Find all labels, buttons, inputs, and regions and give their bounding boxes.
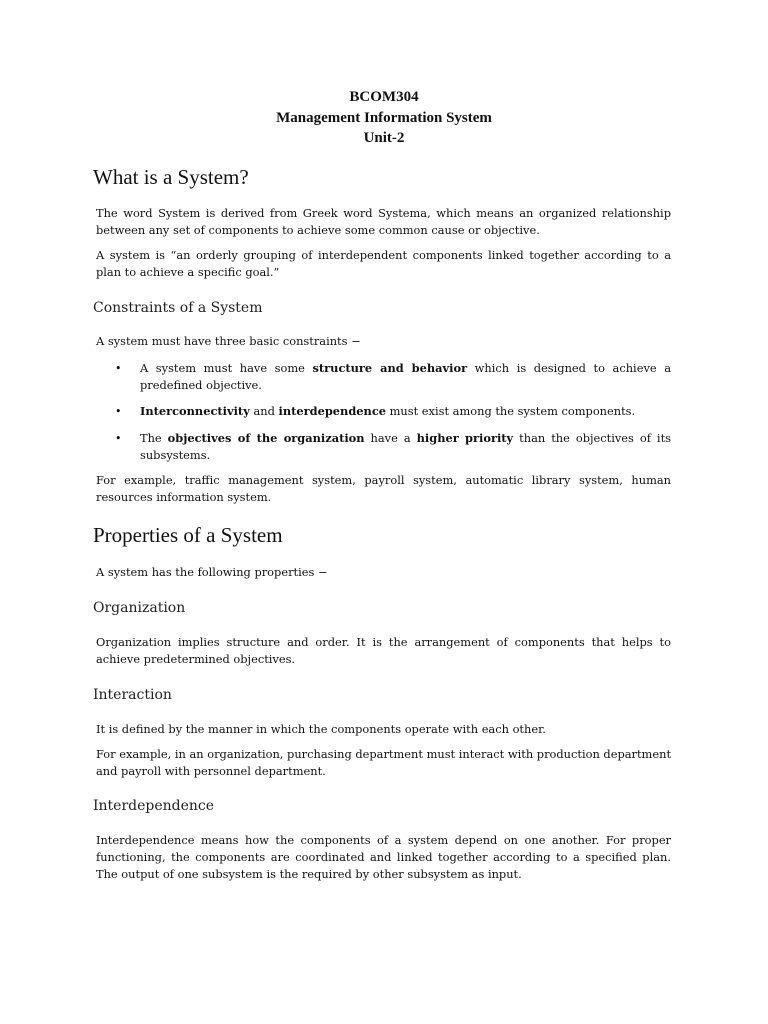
constraint-item-text: which is designed to achieve a predefined objective.	[140, 361, 671, 392]
heading-interdependence: Interdependence	[93, 798, 215, 814]
constraint-item-bold: structure and behavior	[312, 361, 468, 375]
paragraph-system-quote: A system is “an orderly grouping of interdependent components linked together according to a plan to achieve a specific goal.”	[96, 248, 671, 279]
heading-interaction: Interaction	[93, 687, 172, 703]
constraint-item-bold: higher priority	[416, 431, 514, 445]
constraint-item-bold: Interconnectivity	[140, 404, 250, 418]
constraint-item-text: The	[140, 431, 168, 445]
unit-title: Unit-2	[363, 130, 405, 146]
paragraph-properties-intro: A system has the following properties −	[96, 565, 328, 579]
paragraph-interaction-example: For example, in an organization, purchasing department must interact with production department and payroll with personnel department.	[96, 747, 672, 778]
heading-what-is-system: What is a System?	[93, 165, 249, 189]
constraint-item-text: and	[249, 404, 279, 418]
paragraph-interaction-definition: It is defined by the manner in which the components operate with each other.	[96, 722, 546, 736]
constraint-item-bold: objectives of the organization	[167, 431, 365, 445]
paragraph-interdependence: Interdependence means how the components of a system depend on one another. For proper functioning, the components are coordinated and linked together according to a specified plan. The output of one subsystem is the required by other subsystem as input.	[96, 833, 671, 881]
constraint-item	[140, 430, 671, 464]
constraint-item	[140, 403, 671, 420]
subject-title: Management Information System	[276, 110, 492, 126]
bullet-icon: •	[115, 405, 122, 418]
heading-constraints: Constraints of a System	[93, 300, 263, 316]
course-code: BCOM304	[349, 89, 419, 105]
bullet-icon: •	[115, 432, 122, 445]
paragraph-constraints-intro: A system must have three basic constraints −	[96, 334, 361, 348]
constraint-item-text: than the objectives of its subsystems.	[140, 431, 671, 462]
heading-organization: Organization	[93, 600, 186, 616]
bullet-icon: •	[115, 362, 122, 375]
paragraph-organization: Organization implies structure and order. It is the arrangement of components that helps to achieve predetermined objectives.	[96, 635, 671, 666]
heading-properties: Properties of a System	[93, 523, 283, 547]
constraint-item-text: have a	[364, 431, 417, 445]
constraint-item	[140, 360, 671, 394]
paragraph-definition: The word System is derived from Greek word Systema, which means an organized relationship between any set of components to achieve some common cause or objective.	[96, 206, 671, 237]
paragraph-constraints-example: For example, traffic management system, payroll system, automatic library system, human resources information system.	[96, 473, 671, 504]
constraint-item-bold: interdependence	[278, 404, 386, 418]
constraint-item-text: must exist among the system components.	[386, 404, 636, 418]
constraint-item-text: A system must have some	[140, 361, 313, 375]
